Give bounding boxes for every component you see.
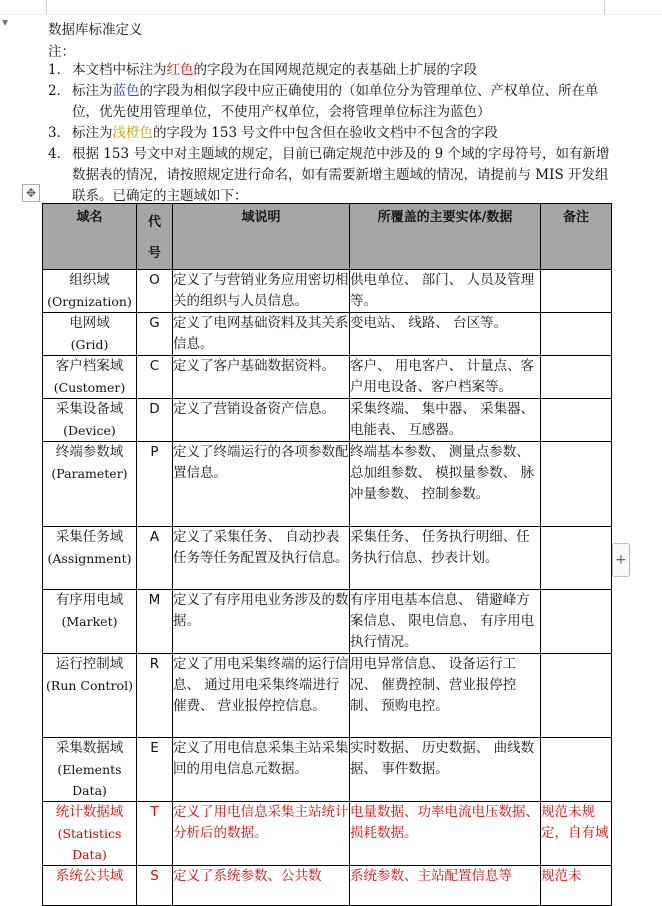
domain-entities-cell: 供电单位、 部门、 人员及管理等。 [350,270,541,313]
note-text-part: 标注为 [72,83,113,99]
domain-code-cell: R [137,654,173,738]
table-row [43,738,612,802]
domain-name: 采集任务域 [55,529,124,545]
domain-name: 电网域 [69,315,110,331]
note-label: 注： [48,44,75,60]
domain-name-cell [43,313,137,356]
domain-description-cell: 定义了营销设备资产信息。 [173,399,350,442]
domain-name: 组织域 [69,272,110,288]
table-row [43,866,612,906]
note-number: 1． [48,62,71,78]
move-icon[interactable]: ✥ [22,184,40,202]
notes-list [48,60,613,207]
header-description: 域说明 [173,204,350,270]
note-text [72,81,613,123]
domain-description-cell: 定义了电网基础资料及其关系信息。 [173,313,350,356]
domain-english-name: (Assignment) [47,551,132,566]
note-item [48,81,613,123]
domain-code-cell: O [137,270,173,313]
domain-remark-cell [541,654,612,738]
domain-name: 采集设备域 [55,401,124,417]
domain-remark-cell: 规范未 [541,866,612,906]
domain-entities-cell: 用电异常信息、 设备运行工况、 催费控制、营业报停控制、 预购电控。 [350,654,541,738]
domain-description-cell: 定义了用电信息采集主站采集回的用电信息元数据。 [173,738,350,802]
domain-entities-cell: 实时数据、 历史数据、 曲线数据、 事件数据。 [350,738,541,802]
domain-description-cell: 定义了采集任务、 自动抄表任务等任务配置及执行信息。 [173,527,350,590]
note-text-part: 根据 153 号文中对主题域的规定，目前已确定规范中涉及的 9 个域的字母符号，如有新增数据表的情况，请按照规定进行命名，如有需要新增主题域的情况，请提前与 MIS 开发组联系。已确定的主题域如下： [72,146,610,204]
domain-name: 客户档案域 [55,358,124,374]
domain-entities-cell: 采集任务、 任务执行明细、任务执行信息、抄表计划。 [350,527,541,590]
domain-name: 终端参数域 [55,444,124,460]
domain-entities-cell: 有序用电基本信息、 错避峰方案信息、 限电信息、 有序用电执行情况。 [350,590,541,654]
domain-name-cell [43,866,137,906]
table-row [43,802,612,866]
note-item [48,144,613,207]
note-highlight-orange: 浅橙色 [112,125,153,141]
domain-code-cell: A [137,527,173,590]
note-text-part: 的字段为 153 号文件中包含但在验收文档中不包含的字段 [153,125,498,141]
domain-remark-cell [541,590,612,654]
domain-table [42,203,612,906]
domain-name: 采集数据域 [55,740,124,756]
page-top-edge [0,0,662,15]
table-row [43,356,612,399]
domain-name: 统计数据域 [55,804,124,820]
header-remark: 备注 [541,204,612,270]
domain-name-cell [43,654,137,738]
table-row [43,654,612,738]
domain-entities-cell: 采集终端、 集中器、 采集器、 电能表、 互感器。 [350,399,541,442]
domain-name-cell [43,738,137,802]
note-number: 3． [48,125,71,141]
note-text-part: 标注为 [72,125,113,141]
domain-remark-cell [541,356,612,399]
domain-name-cell [43,527,137,590]
domain-remark-cell [541,442,612,527]
domain-remark-cell: 规范未规定，自有域 [541,802,612,866]
document-title: 数据库标准定义 [48,22,143,38]
table-row [43,442,612,527]
domain-name: 有序用电域 [55,592,124,608]
note-text-part: 的字段为在国网规范规定的表基础上扩展的字段 [193,62,477,78]
collapse-arrow-icon[interactable]: ▼ [2,18,9,27]
table-row [43,590,612,654]
domain-english-name: (Market) [61,614,118,629]
domain-description-cell: 定义了用电采集终端的运行信息、 通过用电采集终端进行催费、 营业报停控信息。 [173,654,350,738]
note-item [48,60,613,81]
note-highlight-blue: 蓝色 [112,83,140,99]
domain-remark-cell [541,270,612,313]
domain-name-cell [43,356,137,399]
table-row [43,313,612,356]
note-highlight-red: 红色 [166,62,194,78]
note-number: 4． [48,146,71,162]
header-domain: 域名 [43,204,137,270]
domain-english-name: (Orgnization) [47,294,132,309]
domain-english-name: (Elements Data) [57,762,122,798]
domain-english-name: (Parameter) [51,466,128,481]
domain-description-cell: 定义了终端运行的各项参数配置信息。 [173,442,350,527]
domain-description-cell: 定义了用电信息采集主站统计分析后的数据。 [173,802,350,866]
domain-entities-cell: 电量数据、功率电流电压数据、损耗数据。 [350,802,541,866]
domain-code-cell: M [137,590,173,654]
domain-code-cell: D [137,399,173,442]
domain-english-name: (Grid) [70,337,109,352]
plus-icon[interactable]: + [612,543,630,577]
domain-code-cell: T [137,802,173,866]
header-code: 代 号 [137,204,173,270]
domain-remark-cell [541,527,612,590]
table-row [43,527,612,590]
domain-code-cell: G [137,313,173,356]
note-text-part: 本文档中标注为 [72,62,167,78]
domain-entities-cell: 系统参数、主站配置信息等 [350,866,541,906]
note-text [72,60,613,81]
table-header-row [43,204,612,270]
domain-name: 系统公共域 [55,868,124,884]
domain-description-cell: 定义了客户基础数据资料。 [173,356,350,399]
domain-description-cell: 定义了有序用电业务涉及的数据。 [173,590,350,654]
table-row [43,270,612,313]
domain-name-cell [43,442,137,527]
domain-entities-cell: 终端基本参数、 测量点参数、 总加组参数、 模拟量参数、 脉冲量参数、 控制参数。 [350,442,541,527]
domain-code-cell: C [137,356,173,399]
note-number: 2． [48,83,71,99]
domain-code-cell: P [137,442,173,527]
margin-corner-mark [46,0,47,14]
domain-english-name: (Device) [63,423,116,438]
domain-description-cell: 定义了系统参数、公共数 [173,866,350,906]
header-entities: 所覆盖的主要实体/数据 [350,204,541,270]
domain-entities-cell: 变电站、 线路、 台区等。 [350,313,541,356]
table-row [43,399,612,442]
domain-remark-cell [541,313,612,356]
note-text-part: 的字段为相似字段中应正确使用的（如单位分为管理单位、产权单位、所在单位，优先使用管理单位，不使用产权单位，会将管理单位标注为蓝色） [72,83,599,120]
domain-description-cell: 定义了与营销业务应用密切相关的组织与人员信息。 [173,270,350,313]
domain-name-cell [43,590,137,654]
domain-code-cell: E [137,738,173,802]
domain-name-cell [43,399,137,442]
domain-name-cell [43,270,137,313]
domain-remark-cell [541,399,612,442]
note-text [72,144,613,207]
domain-name: 运行控制域 [55,656,124,672]
domain-english-name: (Run Control) [46,678,133,693]
note-item [48,123,613,144]
domain-english-name: (Customer) [53,380,126,395]
domain-english-name: (Statistics Data) [57,826,122,862]
domain-name-cell [43,802,137,866]
domain-entities-cell: 客户、 用电客户、 计量点、客户用电设备、客户档案等。 [350,356,541,399]
margin-corner-mark [604,0,605,14]
domain-code-cell: S [137,866,173,906]
domain-remark-cell [541,738,612,802]
note-text [72,123,613,144]
